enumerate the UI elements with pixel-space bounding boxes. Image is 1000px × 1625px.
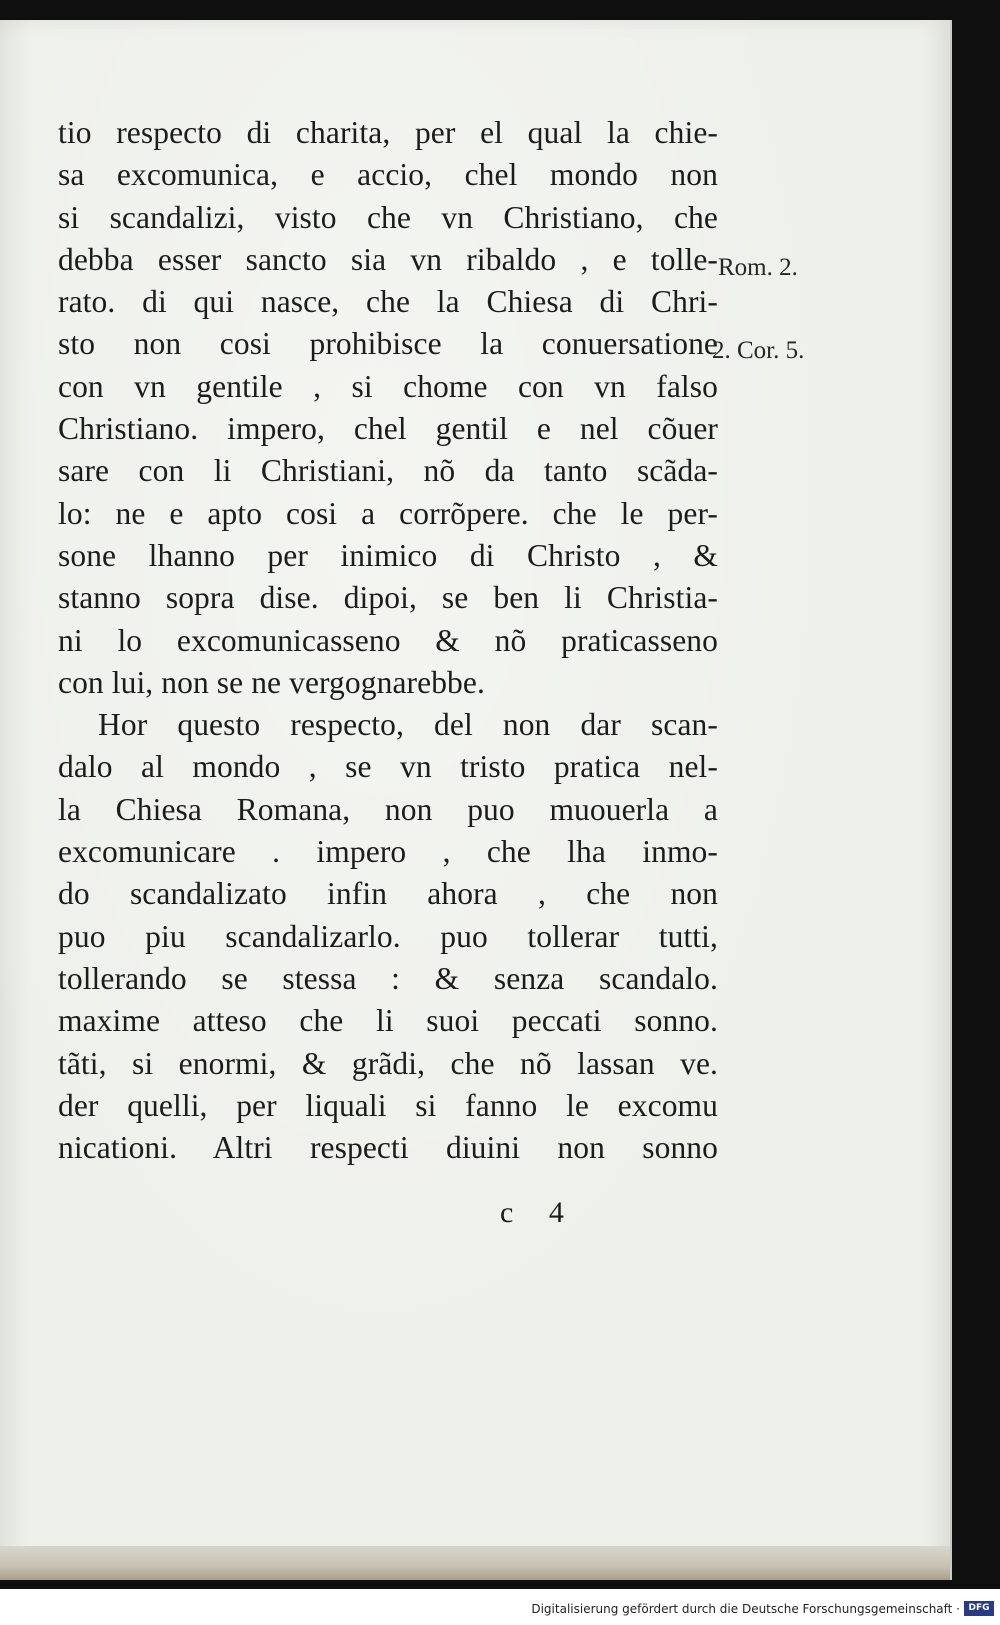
signature-mark: c 4	[500, 1196, 578, 1229]
text-line: la Chiesa Romana, non puo muouerla a	[58, 791, 718, 827]
text-line: si scandalizi, visto che vn Christiano, che	[58, 199, 718, 235]
text-line: lo: ne e apto cosi a corrõpere. che le per-	[58, 495, 718, 531]
text-line: sone lhanno per inimico di Christo , &	[58, 537, 718, 573]
text-line: do scandalizato infin ahora , che non	[58, 876, 718, 912]
text-line: tollerando se stessa : & senza scandalo.	[58, 960, 718, 996]
text-line: tãti, si enormi, & grãdi, che nõ lassan ve.	[58, 1045, 718, 1081]
text-line: der quelli, per liquali si fanno le excomu	[58, 1087, 718, 1123]
text-line: con vn gentile , si chome con vn falso	[58, 368, 718, 404]
text-line: puo piu scandalizarlo. puo tollerar tutti,	[58, 918, 718, 954]
margin-note-rom: Rom. 2.	[718, 254, 798, 281]
text-line: debba esser sancto sia vn ribaldo , e tolle-	[58, 241, 718, 277]
page-bottom-edge	[0, 1546, 950, 1580]
text-line: ni lo excomunicasseno & nõ praticasseno	[58, 622, 718, 658]
text-line: maxime atteso che li suoi peccati sonno.	[58, 1003, 718, 1039]
text-line: nicationi. Altri respecti diuini non sonno	[58, 1130, 718, 1166]
text-line: con lui, non se ne vergognarebbe.	[58, 664, 485, 700]
funding-credit: Digitalisierung gefördert durch die Deutsche Forschungsgemeinschaft ·	[531, 1602, 960, 1616]
margin-note-cor: 2. Cor. 5.	[712, 337, 805, 364]
text-line: rato. di qui nasce, che la Chiesa di Chri-	[58, 284, 718, 320]
book-page	[0, 20, 952, 1580]
text-line: excomunicare . impero , che lha inmo-	[58, 834, 718, 870]
text-line: sa excomunica, e accio, chel mondo non	[58, 157, 718, 193]
dfg-logo-icon: DFG	[964, 1601, 994, 1616]
text-line: sto non cosi prohibisce la conuersatione	[58, 326, 718, 362]
text-line: sare con li Christiani, nõ da tanto scãda-	[58, 453, 718, 489]
text-line: dalo al mondo , se vn tristo pratica nel-	[58, 749, 718, 785]
text-line: stanno sopra dise. dipoi, se ben li Christia-	[58, 580, 718, 616]
text-line: Christiano. impero, chel gentil e nel cõuer	[58, 411, 718, 447]
body-text	[58, 112, 718, 1169]
digitization-footer	[0, 1589, 1000, 1625]
text-line: tio respecto di charita, per el qual la chie-	[58, 115, 718, 150]
text-line: Hor questo respecto, del non dar scan-	[98, 707, 718, 743]
